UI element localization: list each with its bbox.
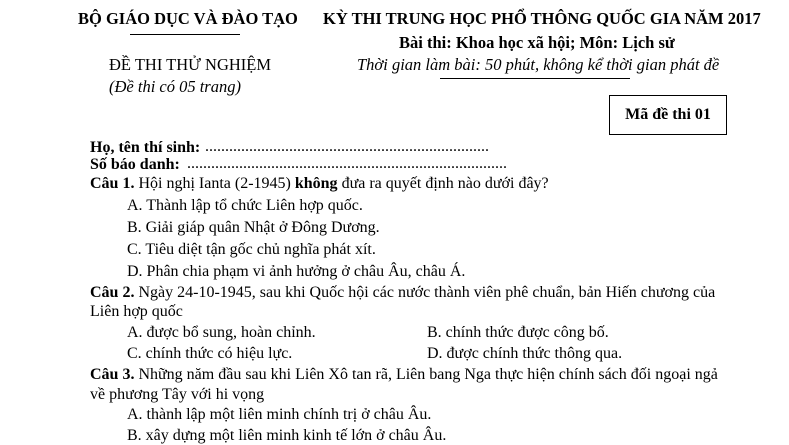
ministry-underline bbox=[130, 34, 240, 35]
question-1 bbox=[90, 175, 549, 193]
question-2 bbox=[90, 284, 715, 302]
duration: Thời gian làm bài: 50 phút, không kể thời gian phát đề bbox=[357, 55, 720, 74]
option-b: B. xây dựng một liên minh kinh tế lớn ở châu Âu. bbox=[127, 427, 447, 444]
option-b: B. Giải giáp quân Nhật ở Đông Dương. bbox=[127, 219, 380, 236]
duration-underline bbox=[440, 78, 630, 79]
option-d: D. được chính thức thông qua. bbox=[427, 345, 623, 362]
question-3-cont: về phương Tây với hi vọng bbox=[90, 386, 265, 403]
exam-code-box bbox=[609, 95, 727, 135]
question-text: Những năm đầu sau khi Liên Xô tan rã, Liên bang Nga thực hiện chính sách đối ngoại ngả bbox=[134, 366, 718, 383]
subject-line: Bài thi: Khoa học xã hội; Môn: Lịch sử bbox=[399, 33, 675, 52]
exam-code: Mã đề thi 01 bbox=[625, 106, 711, 123]
ministry-name: BỘ GIÁO DỤC VÀ ĐÀO TẠO bbox=[78, 9, 298, 28]
question-emphasis: không bbox=[294, 175, 338, 192]
candidate-name-label: Họ, tên thí sinh: bbox=[90, 139, 201, 156]
question-text: Hội nghị Ianta (2-1945) bbox=[134, 175, 295, 192]
question-text: Ngày 24-10-1945, sau khi Quốc hội các nước thành viên phê chuẩn, bản Hiến chương của bbox=[134, 284, 716, 301]
candidate-id-dots: ................................................................................ bbox=[187, 155, 507, 172]
option-c: C. chính thức có hiệu lực. bbox=[127, 345, 293, 362]
option-a: A. được bổ sung, hoàn chỉnh. bbox=[127, 324, 316, 341]
candidate-name-dots: ....................................................................... bbox=[205, 138, 489, 155]
question-label: Câu 2. bbox=[90, 284, 135, 301]
question-3 bbox=[90, 366, 718, 384]
option-b: B. chính thức được công bố. bbox=[427, 324, 609, 341]
exam-type: ĐỀ THI THỬ NGHIỆM bbox=[109, 55, 272, 74]
question-label: Câu 1. bbox=[90, 175, 135, 192]
candidate-id-label: Số báo danh: bbox=[90, 156, 180, 173]
question-label: Câu 3. bbox=[90, 366, 135, 383]
question-2-cont: Liên hợp quốc bbox=[90, 303, 183, 320]
question-text: đưa ra quyết định nào dưới đây? bbox=[337, 175, 549, 192]
option-d: D. Phân chia phạm vi ảnh hưởng ở châu Âu, châu Á. bbox=[127, 263, 466, 280]
exam-title: KỲ THI TRUNG HỌC PHỔ THÔNG QUỐC GIA NĂM 2017 bbox=[323, 9, 761, 28]
option-a: A. thành lập một liên minh chính trị ở châu Âu. bbox=[127, 406, 432, 423]
pages-note: (Đề thi có 05 trang) bbox=[109, 77, 241, 96]
option-c: C. Tiêu diệt tận gốc chủ nghĩa phát xít. bbox=[127, 241, 376, 258]
option-a: A. Thành lập tổ chức Liên hợp quốc. bbox=[127, 197, 363, 214]
